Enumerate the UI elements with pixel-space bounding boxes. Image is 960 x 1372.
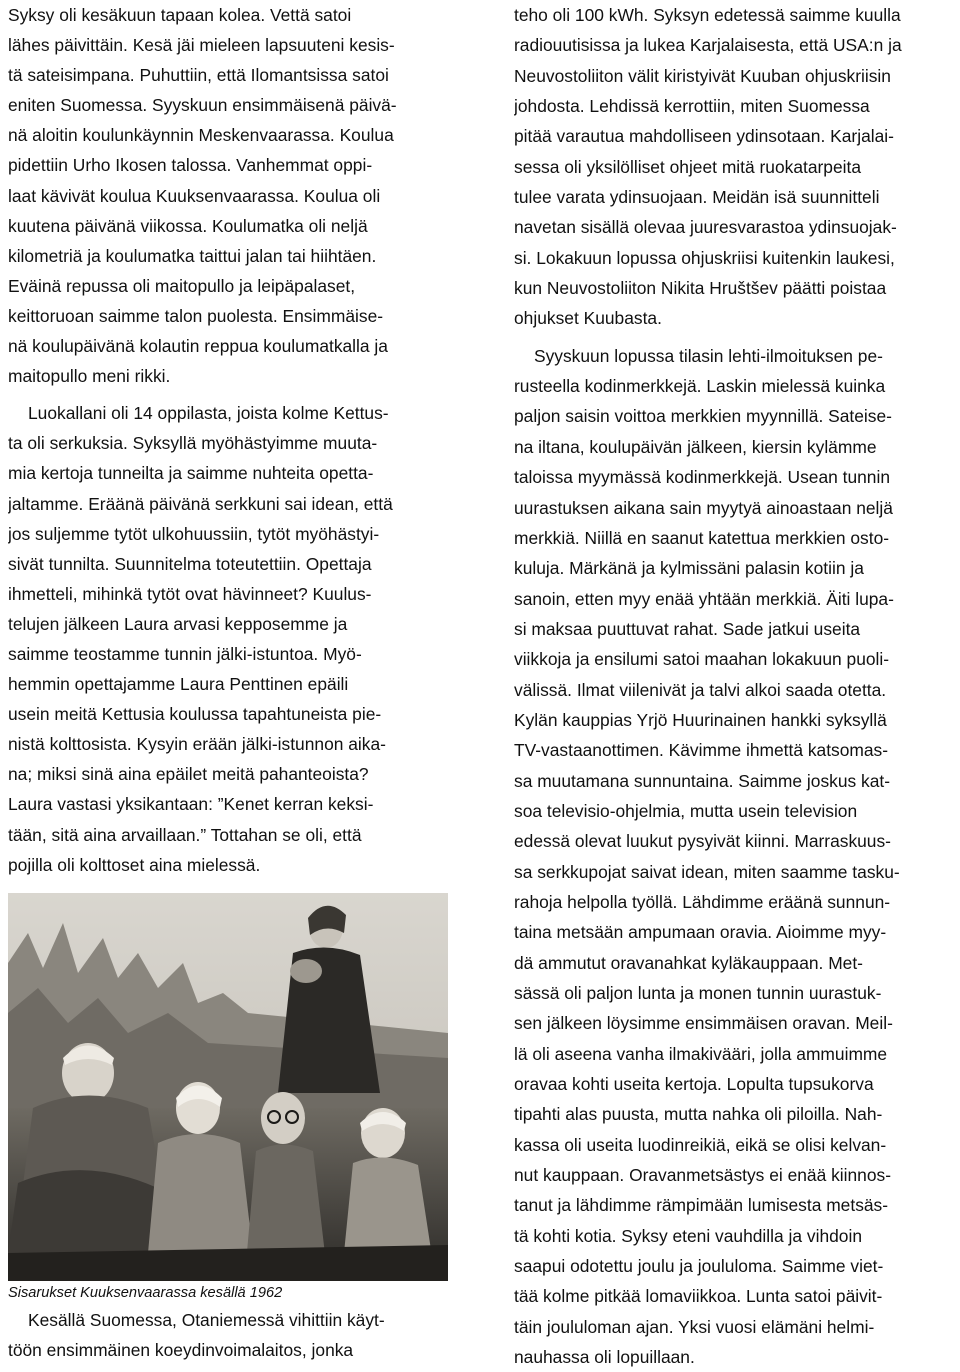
text-line: nut kauppaan. Oravanmetsästys ei enää kiinnos-	[514, 1165, 892, 1186]
text-line: laat kävivät koulua Kuuksenvaarassa. Koulua oli	[8, 185, 381, 206]
text-line: ta oli serkuksia. Syksyllä myöhästyimme muuta-	[8, 433, 378, 454]
paragraph-nuclear-plant-start	[8, 1305, 448, 1365]
text-line: taina metsään ampumaan oravia. Aioimme myy-	[514, 922, 887, 943]
text-line: jos suljemme tytöt ulkohuussiin, tytöt myöhästyi-	[8, 523, 380, 544]
text-line: Kesällä Suomessa, Otaniemessä vihittiin käyt-	[28, 1310, 385, 1330]
photo-caption: Sisarukset Kuuksenvaarassa kesällä 1962	[8, 1285, 283, 1301]
text-line: na iltana, koulupäivän jälkeen, kiersin kylämme	[514, 436, 877, 457]
text-line: Laura vastasi yksikantaan: ”Kenet kerran keksi-	[8, 794, 374, 815]
text-line: saimme teostamme tunnin jälki-istuntoa. Myö-	[8, 643, 362, 664]
text-line: johdosta. Lehdissä kerrottiin, miten Suomessa	[514, 96, 870, 117]
text-line: rusteella kodinmerkkejä. Laskin mielessä kuinka	[514, 376, 886, 397]
text-line: teho oli 100 kWh. Syksyn edetessä saimme kuulla	[514, 5, 901, 25]
text-line: lä oli aseena vanha ilmakivääri, jolla ammuimme	[514, 1043, 888, 1064]
text-line: Neuvostoliiton välit kiristyivät Kuuban ohjuskriisin	[514, 65, 891, 86]
paragraph-classmates	[8, 398, 448, 880]
text-line: sivät tunnilta. Suunnitelma toteutettiin. Opettaja	[8, 553, 372, 574]
text-line: pitää varautua mahdolliseen ydinsotaan. Karjalai-	[514, 126, 894, 147]
right-column	[514, 0, 958, 1372]
text-line: tää kolme pitkää lomaviikkoa. Lunta satoi päivit-	[514, 1286, 883, 1307]
text-line: radiouutisissa ja lukea Karjalaisesta, että USA:n ja	[514, 35, 902, 56]
text-line: telujen jälkeen Laura arvasi kepposemme ja	[8, 613, 348, 634]
text-line: si. Lokakuun lopussa ohjuskriisi kuitenkin laukesi,	[514, 247, 895, 268]
text-line: tään, sitä aina arvaillaan.” Tottahan se oli, että	[8, 824, 362, 845]
text-line: taloissa myymässä kodinmerkkejä. Usean tunnin	[514, 467, 890, 488]
text-line: tanut ja lähdimme rämpimään lumisesta metsäs-	[514, 1195, 889, 1216]
text-line: sanoin, etten myy enää yhtään merkkiä. Äiti lupa-	[514, 588, 894, 609]
text-line: sässä oli paljon lunta ja monen tunnin uurastuk-	[514, 983, 882, 1003]
text-line: tipahti alas puusta, mutta nahka oli piloilla. Nah-	[514, 1104, 883, 1125]
text-line: tä sateisimpana. Puhuttiin, että Ilomantsissa satoi	[8, 65, 389, 86]
text-line: lähes päivittäin. Kesä jäi mieleen lapsuuteni kesis-	[8, 35, 395, 56]
family-photo	[8, 893, 448, 1281]
text-line: tä kohti kotia. Syksy eteni vauhdilla ja vihdoin	[514, 1225, 863, 1246]
text-line: mia kertoja tunneilta ja saimme nuhteita opetta-	[8, 463, 374, 484]
text-line: dä ammutut oravanahkat kyläkauppaan. Met-	[514, 952, 863, 973]
text-line: Syksy oli kesäkuun tapaan kolea. Vettä satoi	[8, 5, 352, 25]
text-line: rahoja helpolla työllä. Lähdimme eräänä sunnun-	[514, 891, 891, 912]
text-line: sa muutamana sunnuntaina. Saimme joskus kat-	[514, 770, 891, 791]
text-line: välissä. Ilmat viilenivät ja talvi alkoi saada otetta.	[514, 679, 887, 700]
text-line: nauhassa oli lopuillaan.	[514, 1347, 695, 1368]
text-line: sen jälkeen löysimme ensimmäisen oravan. Meil-	[514, 1013, 893, 1034]
text-line: sa serkkupojat saivat idean, miten saamme tasku-	[514, 861, 900, 882]
text-line: merkkiä. Niillä en saanut katettua merkkien osto-	[514, 527, 890, 548]
text-line: maitopullo meni rikki.	[8, 366, 171, 387]
text-line: kilometriä ja koulumatka taittui jalan tai hiihtäen.	[8, 245, 377, 266]
text-line: ohjukset Kuubasta.	[514, 308, 662, 329]
text-line: Luokallani oli 14 oppilasta, joista kolme Kettus-	[28, 403, 389, 424]
left-column	[8, 0, 448, 880]
text-line: pojilla oli kolttoset aina mielessä.	[8, 854, 261, 875]
text-line: saapui odotettu joulu ja joululoma. Saimme viet-	[514, 1256, 884, 1277]
text-line: edessä olevat luukut pysyivät kiinni. Marraskuus-	[514, 831, 891, 852]
text-line: töön ensimmäinen koeydinvoimalaitos, jonka	[8, 1340, 354, 1361]
text-line: Kylän kauppias Yrjö Huurinainen hankki syksyllä	[514, 709, 887, 730]
text-line: kun Neuvostoliiton Nikita Hruštšev päätti poistaa	[514, 278, 887, 299]
text-line: hemmin opettajamme Laura Penttinen epäili	[8, 674, 349, 695]
text-line: kassa oli useita luodinreikiä, eikä se olisi kelvan-	[514, 1134, 887, 1155]
family-photo-image	[8, 893, 448, 1281]
text-line: pidettiin Urho Ikosen talossa. Vanhemmat oppi-	[8, 155, 373, 176]
paragraph-school-start	[8, 0, 448, 391]
text-line: eniten Suomessa. Syyskuun ensimmäisenä päivä-	[8, 95, 397, 116]
text-line: keittoruoan saimme talon puolesta. Ensimmäise-	[8, 305, 384, 326]
text-line: sessa oli yksilölliset ohjeet mitä ruokatarpeita	[514, 156, 862, 177]
text-line: nä koulupäivänä kolautin reppua koulumatkalla ja	[8, 336, 388, 357]
text-line: jaltamme. Eräänä päivänä serkkuni sai idean, että	[8, 493, 393, 514]
paragraph-cuban-crisis	[514, 0, 958, 334]
text-line: Syyskuun lopussa tilasin lehti-ilmoituksen pe-	[534, 345, 883, 366]
text-line: Eväinä repussa oli maitopullo ja leipäpalaset,	[8, 275, 356, 296]
text-line: tulee varata ydinsuojaan. Meidän isä suunnitteli	[514, 187, 880, 208]
text-line: ihmetteli, mihinkä tytöt ovat hävinneet? Kuulus-	[8, 583, 372, 604]
text-line: nä aloitin koulunkäynnin Meskenvaarassa. Koulua	[8, 125, 394, 146]
text-line: oravaa kohti useita kertoja. Lopulta tupsukorva	[514, 1074, 874, 1095]
text-line: täin joululoman ajan. Yksi vuosi elämäni helmi-	[514, 1316, 875, 1337]
text-line: uurastuksen aikana sain myytyä ainoastaan neljä	[514, 497, 893, 518]
text-line: kuluja. Märkänä ja kylmissäni palasin kotiin ja	[514, 558, 864, 579]
text-line: soa televisio-ohjelmia, mutta usein television	[514, 800, 858, 821]
text-line: si maksaa puuttuvat rahat. Sade jatkui useita	[514, 618, 861, 639]
text-line: usein meitä Kettusia koulussa tapahtuneista pie-	[8, 704, 382, 725]
paragraph-autumn-stories	[514, 341, 958, 1372]
text-line: na; miksi sinä aina epäilet meitä pahanteoista?	[8, 764, 369, 785]
text-line: navetan sisällä olevaa juuresvarastoa ydinsuojak-	[514, 217, 897, 238]
text-line: kuutena päivänä viikossa. Koulumatka oli neljä	[8, 215, 368, 236]
text-line: nistä kolttosista. Kysyin erään jälki-istunnon aika-	[8, 734, 386, 755]
text-line: paljon saisin voittoa merkkien myynnillä. Sateise-	[514, 406, 892, 427]
text-line: viikkoja ja ensilumi satoi maahan lokakuun puoli-	[514, 649, 890, 670]
text-line: TV-vastaanottimen. Kävimme ihmettä katsomas-	[514, 740, 889, 761]
